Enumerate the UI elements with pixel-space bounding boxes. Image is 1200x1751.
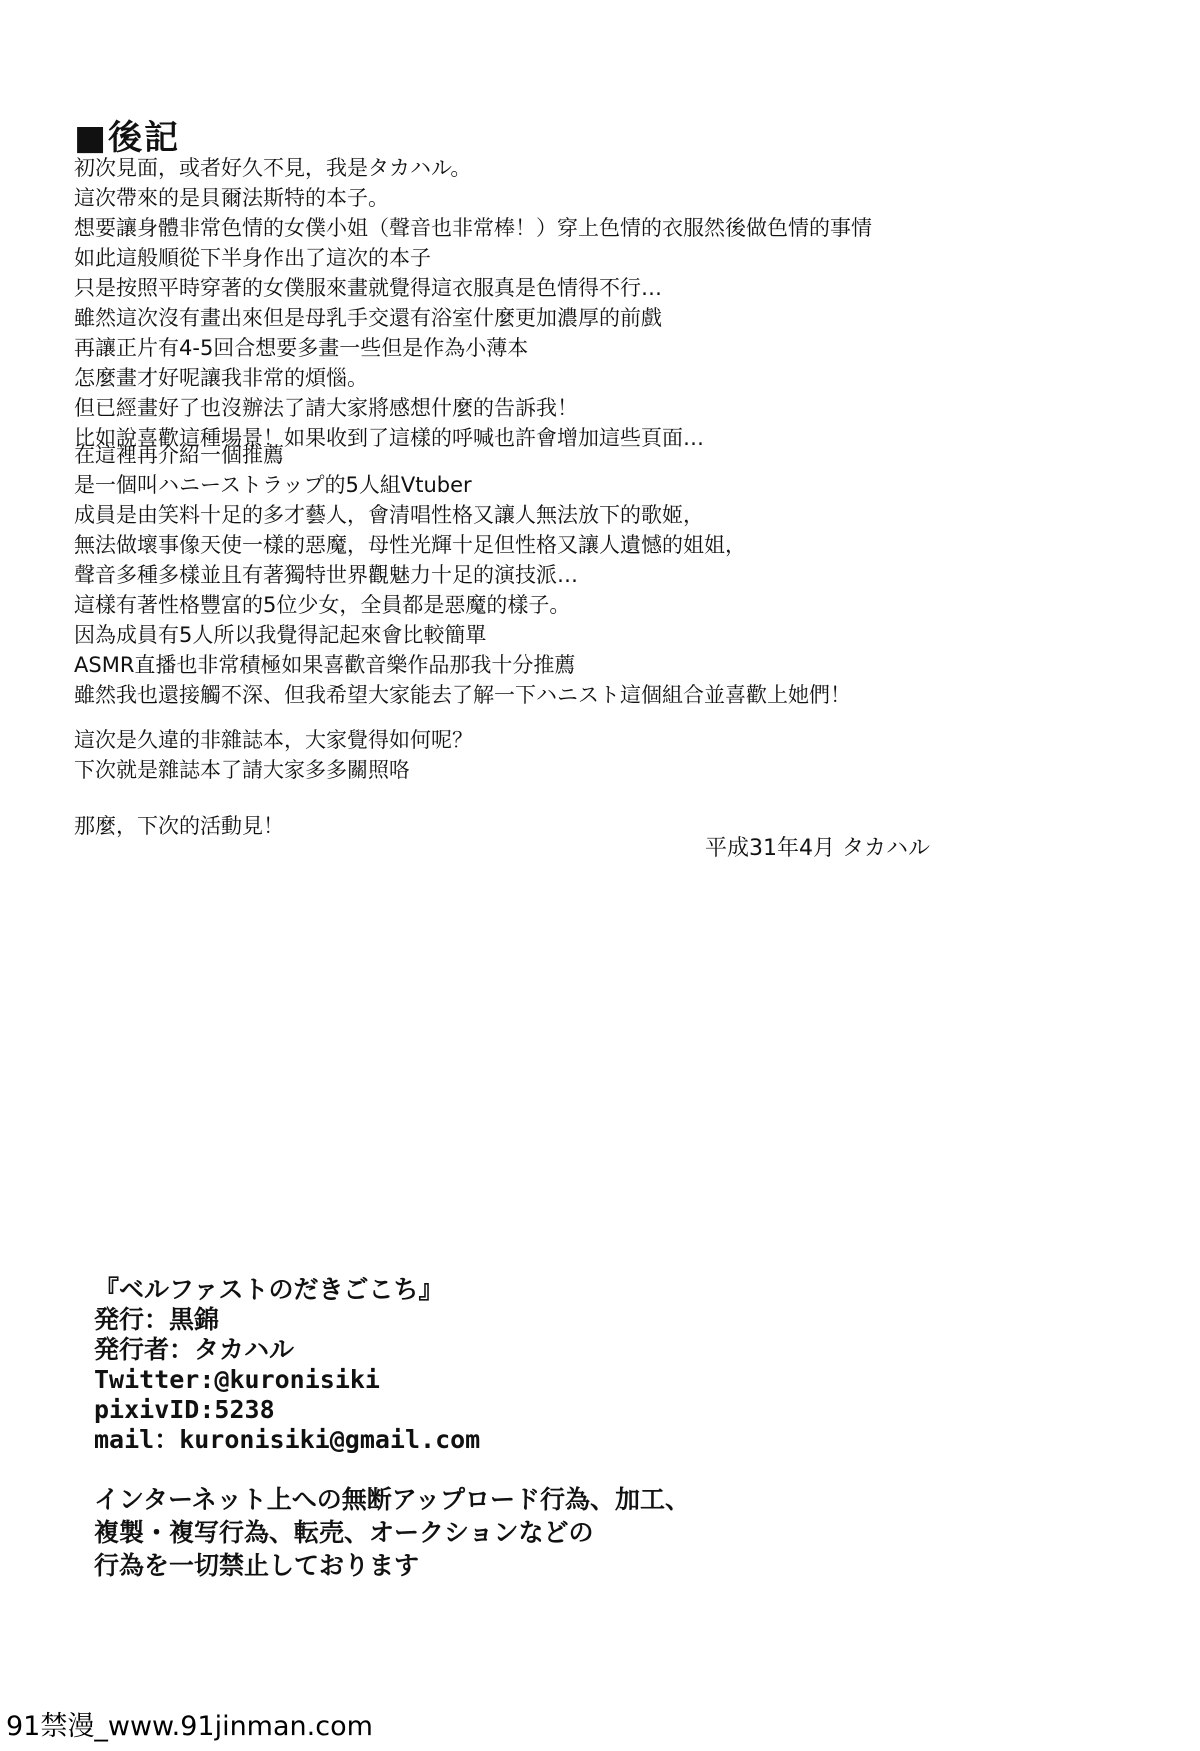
book-title: 『ベルファストのだきごこち』 — [94, 1275, 444, 1304]
text-line: 無法做壞事像天使一樣的惡魔，母性光輝十足但性格又讓人遺憾的姐姐， — [74, 533, 746, 557]
notice-line: インターネット上への無断アップロード行為、加工、 — [94, 1485, 691, 1514]
text-line: 如此這般順從下半身作出了這次的本子 — [74, 246, 431, 270]
text-line: 雖然這次沒有畫出來但是母乳手交還有浴室什麼更加濃厚的前戲 — [74, 306, 662, 330]
afterword-paragraph-3 — [74, 725, 473, 785]
text-line: 是一個叫ハニーストラップ的5人組Vtuber — [74, 473, 472, 497]
notice-line: 行為を一切禁止しております — [94, 1551, 420, 1580]
text-line: 雖然我也還接觸不深、但我希望大家能去了解一下ハニスト這個組合並喜歡上她們！ — [74, 683, 851, 707]
notice-line: 複製・複写行為、転売、オークションなどの — [94, 1518, 594, 1547]
text-line: 這次是久違的非雜誌本，大家覺得如何呢？ — [74, 728, 473, 752]
afterword-heading: ■後記 — [74, 118, 181, 158]
text-line: 因為成員有5人所以我覺得記起來會比較簡單 — [74, 623, 487, 647]
text-line: 比如說喜歡這種場景！如果收到了這樣的呼喊也許會增加這些頁面… — [74, 426, 704, 450]
text-line: 成員是由笑料十足的多才藝人，會清唱性格又讓人無法放下的歌姬， — [74, 503, 704, 527]
text-line: 再讓正片有4-5回合想要多畫一些但是作為小薄本 — [74, 336, 529, 360]
text-line: 這次帶來的是貝爾法斯特的本子。 — [74, 186, 389, 210]
text-line: 想要讓身體非常色情的女僕小姐（聲音也非常棒！）穿上色情的衣服然後做色情的事情 — [74, 216, 872, 240]
author-line: 発行者：タカハル — [94, 1335, 295, 1364]
afterword-paragraph-1 — [74, 153, 872, 453]
text-line: 在這裡再介紹一個推薦 — [74, 443, 284, 467]
text-line: 初次見面，或者好久不見，我是タカハル。 — [74, 156, 472, 180]
twitter-line: Twitter:@kuronisiki — [94, 1365, 380, 1394]
date-signature: 平成31年4月 タカハル — [705, 836, 930, 861]
text-line: 怎麼畫才好呢讓我非常的煩惱。 — [74, 366, 368, 390]
text-line: 聲音多種多樣並且有著獨特世界觀魅力十足的演技派… — [74, 563, 578, 587]
text-line: 那麼，下次的活動見！ — [74, 814, 284, 838]
site-watermark: 91禁漫_www.91jinman.com — [6, 1711, 373, 1742]
pixiv-line: pixivID:5238 — [94, 1395, 275, 1424]
afterword-paragraph-4 — [74, 811, 284, 841]
mail-line: mail：kuronisiki@gmail.com — [94, 1425, 481, 1454]
afterword-paragraph-2 — [74, 440, 851, 710]
text-line: 這樣有著性格豐富的5位少女，全員都是惡魔的樣子。 — [74, 593, 571, 617]
text-line: ASMR直播也非常積極如果喜歡音樂作品那我十分推薦 — [74, 653, 576, 677]
text-line: 只是按照平時穿著的女僕服來畫就覺得這衣服真是色情得不行… — [74, 276, 662, 300]
colophon — [94, 1275, 480, 1455]
text-line: 下次就是雜誌本了請大家多多關照咯 — [74, 758, 410, 782]
text-line: 但已經畫好了也沒辦法了請大家將感想什麼的告訴我！ — [74, 396, 578, 420]
copyright-notice — [94, 1483, 690, 1582]
publisher-line: 発行：黒錦 — [94, 1305, 220, 1334]
